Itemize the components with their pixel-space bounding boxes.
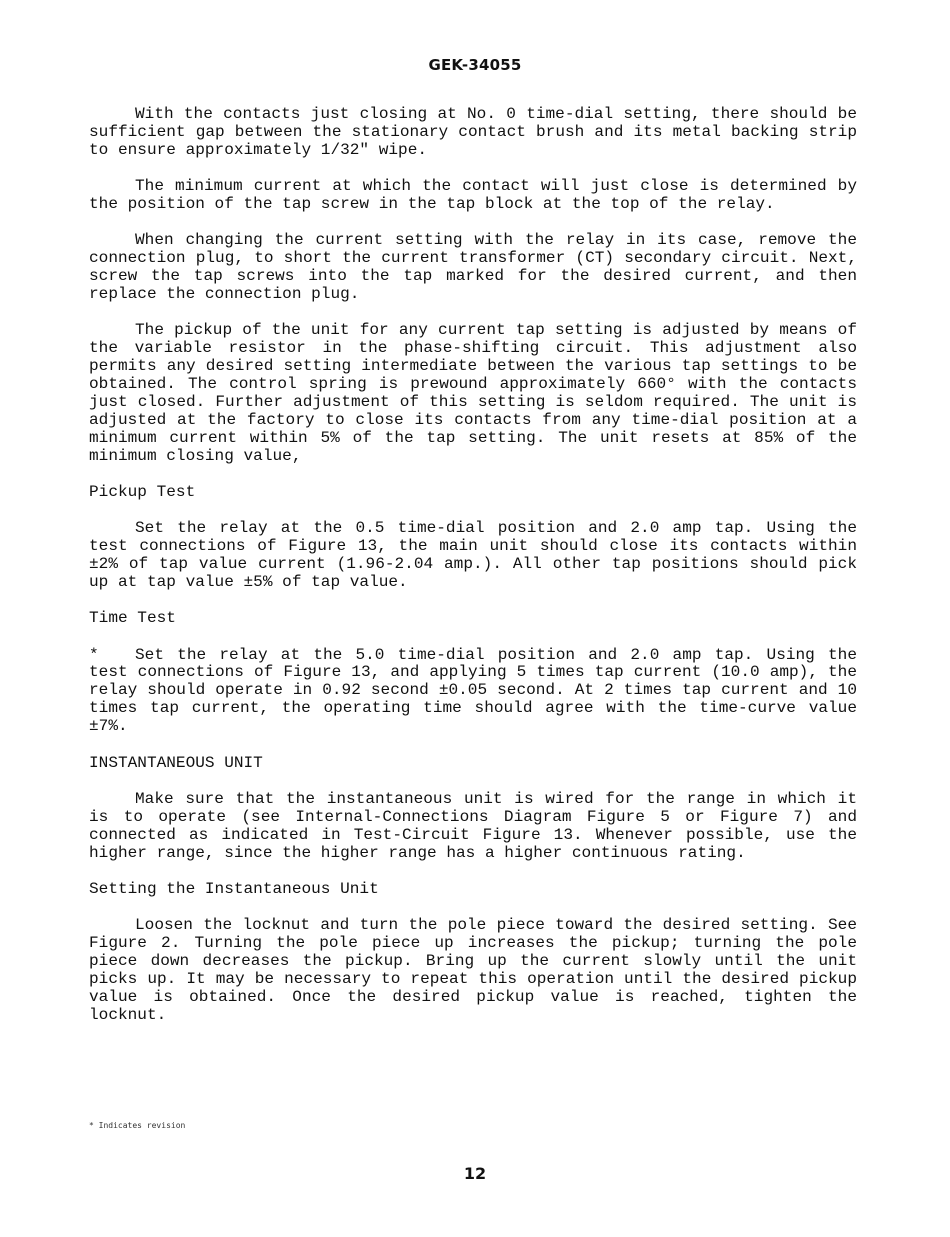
heading-pickup-test: Pickup Test [89,482,196,501]
paragraph-minimum-current [89,178,857,214]
paragraph-pickup-adjustment [89,322,857,465]
heading-time-test: Time Test [89,609,176,628]
paragraph-text: When changing the current setting with the relay in its case, remove the connection plug, to short the current transformer (CT) secondary circuit. Next, screw the tap screws into the tap marked for the desired current, and then replace the connection plug. [89,231,857,304]
revision-marker: * [89,645,99,664]
page-number: 12 [463,1164,487,1183]
paragraph-text: Loosen the locknut and turn the pole piece toward the desired setting. See Figure 2. Turning the pole piece up increases the pickup; turning the pole piece down decreases the pickup. Bring up the current slowly until the unit picks up. It may be necessary to repeat this operation until the desired pickup value is obtained. Once the desired pickup value is reached, tighten the locknut. [89,916,857,1024]
paragraph-time-test [89,647,857,737]
paragraph-pickup-test [89,520,857,592]
paragraph-text: The minimum current at which the contact will just close is determined by the position of the tap screw in the tap block at the top of the relay. [89,177,857,214]
body-text [89,106,857,1043]
heading-instantaneous-unit: INSTANTANEOUS UNIT [89,753,263,772]
paragraph-text: Make sure that the instantaneous unit is wired for the range in which it is to operate (see Internal-Connections Diagram Figure 5 or Figure 7) and connected as indicated in Test-Circuit Figure 13. Whenever possible, use the higher range, since the higher range has a higher continuous rating. [89,789,857,862]
paragraph-contact-wipe [89,106,857,160]
paragraph-text: With the contacts just closing at No. 0 time-dial setting, there should be sufficient gap between the stationary contact brush and its metal backing strip to ensure approximately 1/32" wipe. [89,105,857,159]
paragraph-setting-instantaneous [89,917,857,1024]
heading-setting-instantaneous: Setting the Instantaneous Unit [89,879,379,898]
paragraph-text: Set the relay at the 0.5 time-dial position and 2.0 amp tap. Using the test connections of Figure 13, the main unit should close its contacts within ±2% of tap value current (1.96-2.04 amp.). All other tap positions should pick up at tap value ±5% of tap value. [89,519,857,591]
paragraph-text: Set the relay at the 5.0 time-dial position and 2.0 amp tap. Using the test connections of Figure 13, and applying 5 times tap current (10.0 amp), the relay should operate in 0.92 second ±0.05 second. At 2 times tap current and 10 times tap current, the operating time should agree with the time-curve value ±7%. [89,645,857,736]
revision-footnote: * Indicates revision [89,1121,186,1130]
paragraph-instantaneous-wiring [89,791,857,863]
paragraph-changing-current [89,232,857,304]
document-id: GEK-34055 [428,56,522,74]
paragraph-text: The pickup of the unit for any current tap setting is adjusted by means of the variable resistor in the phase-shifting circuit. This adjustment also permits any desired setting intermediate between the various tap settings to be obtained. The control spring is prewound approximately 660° with the contacts just closed. Further adjustment of this setting is seldom required. The unit is adjusted at the factory to close its contacts from any time-dial position at a minimum current within 5% of the tap setting. The unit resets at 85% of the minimum closing value, [89,321,857,465]
